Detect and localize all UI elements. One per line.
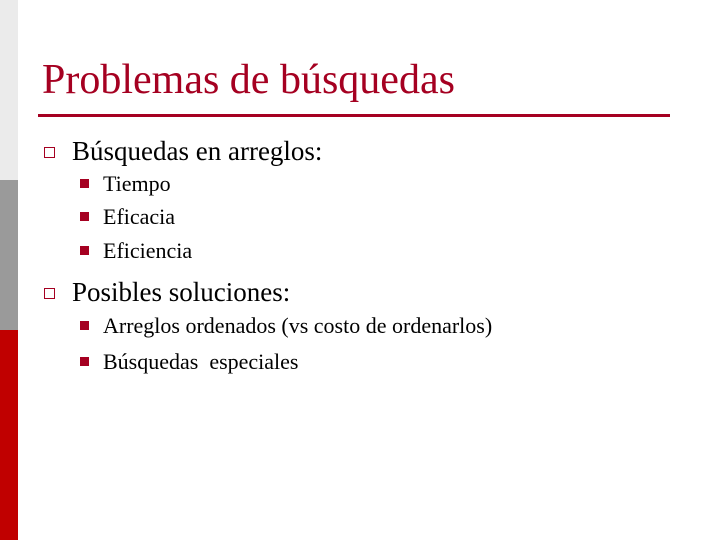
list-item-text: Eficacia — [103, 204, 176, 229]
list-item-text: Eficiencia — [103, 238, 193, 263]
square-bullet-icon — [80, 357, 89, 366]
hollow-square-bullet-icon — [44, 147, 55, 158]
title-underline — [38, 114, 670, 117]
square-bullet-icon — [80, 179, 89, 188]
list-item — [80, 204, 175, 230]
section-heading-text: Búsquedas en arreglos: — [72, 136, 323, 166]
color-bar-segment-light — [0, 0, 18, 180]
square-bullet-icon — [80, 321, 89, 330]
slide-title: Problemas de búsquedas — [42, 57, 455, 103]
list-item — [80, 238, 192, 264]
color-bar-segment-gray — [0, 180, 18, 330]
list-item-text: Arreglos ordenados (vs costo de ordenarlos) — [103, 313, 493, 338]
section-heading-busquedas — [44, 135, 322, 167]
list-item-text: Búsquedas especiales — [103, 349, 299, 374]
list-item — [80, 313, 492, 339]
square-bullet-icon — [80, 246, 89, 255]
section-heading-text: Posibles soluciones: — [72, 277, 291, 307]
hollow-square-bullet-icon — [44, 288, 55, 299]
list-item — [80, 349, 299, 375]
section-heading-soluciones — [44, 276, 290, 308]
square-bullet-icon — [80, 212, 89, 221]
list-item-text: Tiempo — [103, 171, 171, 196]
left-color-bar — [0, 0, 18, 540]
color-bar-segment-red — [0, 330, 18, 540]
list-item — [80, 171, 171, 197]
